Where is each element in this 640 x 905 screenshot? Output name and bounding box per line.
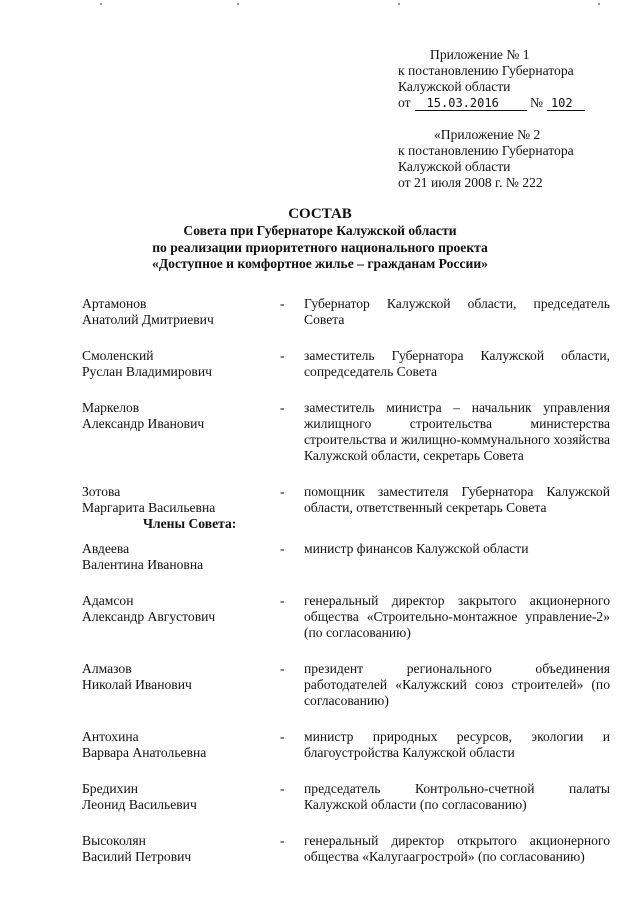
person-row	[82, 484, 610, 516]
dash-separator: -	[280, 400, 285, 415]
member-surname: Адамсон	[82, 593, 134, 608]
member-row	[82, 781, 610, 813]
dash-separator: -	[280, 593, 285, 608]
appendix-1-region: Калужской области	[398, 79, 511, 94]
heading-line-2: по реализации приоритетного национального проекта	[152, 239, 488, 255]
dash-separator: -	[280, 541, 285, 556]
person-surname: Артамонов	[82, 296, 147, 311]
member-surname: Антохина	[82, 729, 139, 744]
person-given-name: Руслан Владимирович	[82, 364, 212, 379]
member-row	[82, 661, 610, 709]
member-given-name: Валентина Ивановна	[82, 557, 204, 572]
member-given-name: Александр Августович	[82, 609, 216, 624]
dash-separator: -	[280, 781, 285, 796]
person-surname: Маркелов	[82, 400, 140, 415]
heading-line-3: «Доступное и комфортное жилье – гражданам России»	[152, 256, 488, 271]
appendix-1-date-line	[398, 95, 585, 111]
person-given-name: Маргарита Васильевна	[82, 500, 216, 515]
heading-line-1: Совета при Губернаторе Калужской области	[183, 223, 457, 238]
members-list	[82, 541, 610, 885]
member-row	[82, 833, 610, 865]
appendix-2-region: Калужской области	[398, 159, 511, 174]
members-heading: Члены Совета:	[143, 516, 237, 531]
person-given-name: Александр Иванович	[82, 416, 205, 431]
member-role: министр финансов Калужской области	[304, 541, 529, 556]
member-role: генеральный директор открытого акционерного общества «Калугаагрострой» (по согласованию)	[304, 833, 610, 864]
member-row	[82, 541, 610, 573]
dash-separator: -	[280, 729, 285, 744]
date-prefix: от	[398, 95, 411, 110]
dash-separator: -	[280, 484, 285, 499]
person-row	[82, 296, 610, 328]
member-surname: Высоколян	[82, 833, 146, 848]
member-name	[82, 593, 280, 625]
member-surname: Бредихин	[82, 781, 138, 796]
scan-artifacts	[0, 3, 640, 7]
person-surname: Зотова	[82, 484, 121, 499]
person-name	[82, 348, 280, 380]
dash-separator: -	[280, 348, 285, 363]
person-role: заместитель Губернатора Калужской области, сопредседатель Совета	[304, 348, 610, 379]
document-title: СОСТАВ	[288, 206, 352, 222]
appendix-1-decree: к постановлению Губернатора	[398, 63, 574, 78]
decree-date: 15.03.2016	[415, 97, 527, 111]
member-name	[82, 781, 280, 813]
appendix-1-title: Приложение № 1	[430, 47, 530, 62]
appendix-2-title: «Приложение № 2	[434, 127, 541, 142]
person-row	[82, 400, 610, 464]
appendix-1-block	[398, 47, 585, 111]
member-name	[82, 729, 280, 761]
appendix-2-block	[398, 127, 574, 191]
person-role: Губернатор Калужской области, председатель Совета	[304, 296, 610, 327]
member-name	[82, 541, 280, 573]
member-role: министр природных ресурсов, экологии и благоустройства Калужской области	[304, 729, 610, 760]
member-row	[82, 729, 610, 761]
member-given-name: Василий Петрович	[82, 849, 192, 864]
member-given-name: Николай Иванович	[82, 677, 192, 692]
person-given-name: Анатолий Дмитриевич	[82, 312, 214, 327]
member-surname: Авдеева	[82, 541, 130, 556]
person-role: заместитель министра – начальник управления жилищного строительства министерства строительства и жилищно-коммунального хозяйства Калужской области, секретарь Совета	[304, 400, 610, 463]
person-name	[82, 484, 280, 516]
appendix-2-date: от 21 июля 2008 г. № 222	[398, 175, 543, 190]
dash-separator: -	[280, 296, 285, 311]
member-name	[82, 833, 280, 865]
leadership-list	[82, 296, 610, 536]
member-role: председатель Контрольно-счетной палаты Калужской области (по согласованию)	[304, 781, 610, 812]
member-given-name: Варвара Анатольевна	[82, 745, 207, 760]
person-role: помощник заместителя Губернатора Калужской области, ответственный секретарь Совета	[304, 484, 610, 515]
number-prefix: №	[529, 95, 543, 110]
person-surname: Смоленский	[82, 348, 154, 363]
member-given-name: Леонид Васильевич	[82, 797, 197, 812]
member-role: генеральный директор закрытого акционерного общества «Строительно-монтажное управление-2» (по согласованию)	[304, 593, 610, 640]
dash-separator: -	[280, 833, 285, 848]
member-surname: Алмазов	[82, 661, 132, 676]
person-row	[82, 348, 610, 380]
person-name	[82, 400, 280, 432]
member-name	[82, 661, 280, 693]
dash-separator: -	[280, 661, 285, 676]
appendix-2-decree: к постановлению Губернатора	[398, 143, 574, 158]
member-row	[82, 593, 610, 641]
person-name	[82, 296, 280, 328]
member-role: президент регионального объединения работодателей «Калужский союз строителей» (по согласованию)	[304, 661, 610, 708]
decree-number: 102	[547, 97, 585, 111]
document-heading	[0, 205, 640, 273]
